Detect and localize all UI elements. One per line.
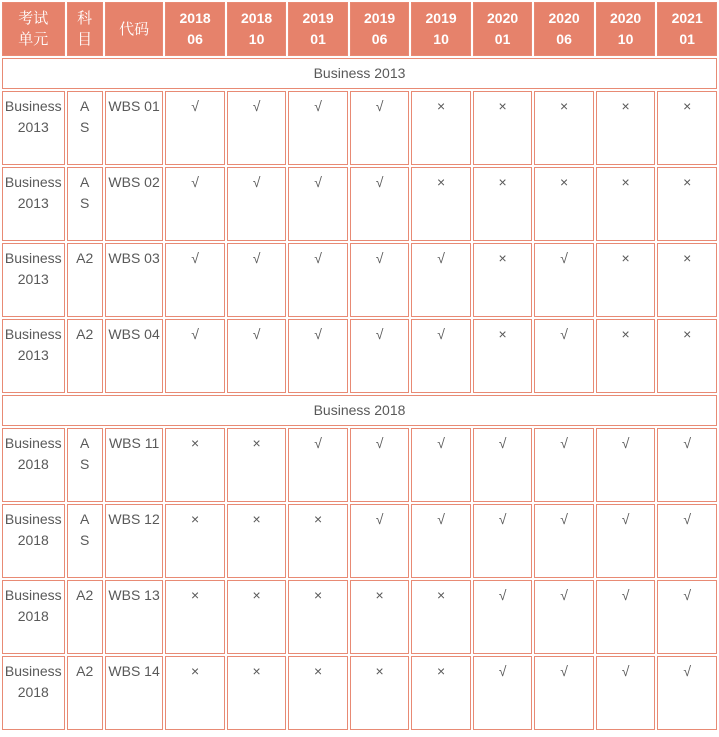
availability-mark: × [165,504,225,578]
availability-mark: × [288,504,348,578]
table-row [2,319,717,393]
section-row [2,395,717,426]
availability-mark: √ [534,656,594,730]
availability-mark: × [657,243,717,317]
availability-mark: √ [165,167,225,241]
availability-mark: √ [288,167,348,241]
availability-mark: × [473,167,533,241]
subject-cell: A2 [67,319,103,393]
availability-mark: √ [350,504,410,578]
availability-mark: √ [288,428,348,502]
table-row [2,428,717,502]
availability-mark: × [534,91,594,165]
table-row [2,243,717,317]
header-session: 2019 10 [411,2,471,56]
availability-mark: √ [350,91,410,165]
subject-cell: AS [67,428,103,502]
unit-cell: Business 2018 [2,656,65,730]
availability-mark: × [227,504,287,578]
availability-mark: √ [657,428,717,502]
availability-mark: √ [473,580,533,654]
availability-mark: × [288,656,348,730]
availability-mark: √ [534,504,594,578]
availability-mark: √ [411,504,471,578]
availability-mark: √ [165,319,225,393]
section-title: Business 2013 [2,58,717,89]
availability-mark: √ [165,91,225,165]
subject-cell: A2 [67,580,103,654]
header-session: 2020 06 [534,2,594,56]
table-row [2,167,717,241]
table-row [2,504,717,578]
header-session: 2019 01 [288,2,348,56]
availability-mark: √ [657,504,717,578]
unit-cell: Business 2018 [2,580,65,654]
availability-mark: × [165,656,225,730]
subject-cell: AS [67,167,103,241]
header-session: 2020 10 [596,2,656,56]
code-cell: WBS 03 [105,243,164,317]
table-row [2,580,717,654]
availability-mark: × [165,428,225,502]
availability-mark: × [411,167,471,241]
header-row [2,2,717,56]
header-subject: 科 目 [67,2,103,56]
header-code: 代码 [105,2,164,56]
availability-mark: √ [227,91,287,165]
availability-mark: √ [350,319,410,393]
availability-mark: × [227,656,287,730]
availability-mark: × [411,656,471,730]
availability-mark: × [657,91,717,165]
availability-mark: × [411,580,471,654]
availability-mark: √ [288,91,348,165]
availability-mark: √ [350,428,410,502]
availability-mark: √ [534,580,594,654]
availability-mark: √ [165,243,225,317]
availability-mark: × [596,91,656,165]
table-row [2,91,717,165]
subject-cell: AS [67,504,103,578]
availability-mark: √ [473,428,533,502]
availability-mark: √ [288,319,348,393]
header-session: 2020 01 [473,2,533,56]
availability-mark: √ [657,656,717,730]
unit-cell: Business 2013 [2,91,65,165]
availability-mark: √ [227,243,287,317]
availability-mark: × [288,580,348,654]
subject-cell: AS [67,91,103,165]
availability-mark: × [473,243,533,317]
availability-mark: √ [227,167,287,241]
availability-mark: √ [596,504,656,578]
header-session: 2018 06 [165,2,225,56]
availability-mark: × [596,319,656,393]
availability-mark: × [596,167,656,241]
unit-cell: Business 2013 [2,319,65,393]
availability-mark: √ [534,243,594,317]
header-session: 2019 06 [350,2,410,56]
availability-mark: √ [473,656,533,730]
availability-mark: √ [534,319,594,393]
code-cell: WBS 13 [105,580,164,654]
section-row [2,58,717,89]
section-title: Business 2018 [2,395,717,426]
availability-mark: × [657,319,717,393]
subject-cell: A2 [67,243,103,317]
availability-mark: √ [596,656,656,730]
header-session: 2021 01 [657,2,717,56]
availability-mark: × [350,580,410,654]
header-session: 2018 10 [227,2,287,56]
availability-mark: × [227,580,287,654]
availability-mark: √ [411,428,471,502]
code-cell: WBS 01 [105,91,164,165]
availability-mark: √ [534,428,594,502]
table-row [2,656,717,730]
availability-mark: √ [411,319,471,393]
availability-mark: × [473,319,533,393]
availability-mark: √ [596,428,656,502]
availability-mark: √ [350,167,410,241]
availability-mark: × [534,167,594,241]
code-cell: WBS 04 [105,319,164,393]
code-cell: WBS 12 [105,504,164,578]
availability-mark: × [657,167,717,241]
availability-mark: √ [473,504,533,578]
availability-mark: √ [411,243,471,317]
header-exam-unit: 考试 单元 [2,2,65,56]
unit-cell: Business 2018 [2,504,65,578]
availability-mark: × [473,91,533,165]
availability-mark: √ [596,580,656,654]
availability-mark: √ [657,580,717,654]
availability-mark: √ [288,243,348,317]
availability-mark: × [596,243,656,317]
code-cell: WBS 14 [105,656,164,730]
unit-cell: Business 2018 [2,428,65,502]
subject-cell: A2 [67,656,103,730]
unit-cell: Business 2013 [2,167,65,241]
availability-mark: × [165,580,225,654]
unit-cell: Business 2013 [2,243,65,317]
availability-mark: × [411,91,471,165]
code-cell: WBS 11 [105,428,164,502]
availability-mark: × [350,656,410,730]
availability-mark: √ [350,243,410,317]
availability-mark: × [227,428,287,502]
code-cell: WBS 02 [105,167,164,241]
availability-mark: √ [227,319,287,393]
